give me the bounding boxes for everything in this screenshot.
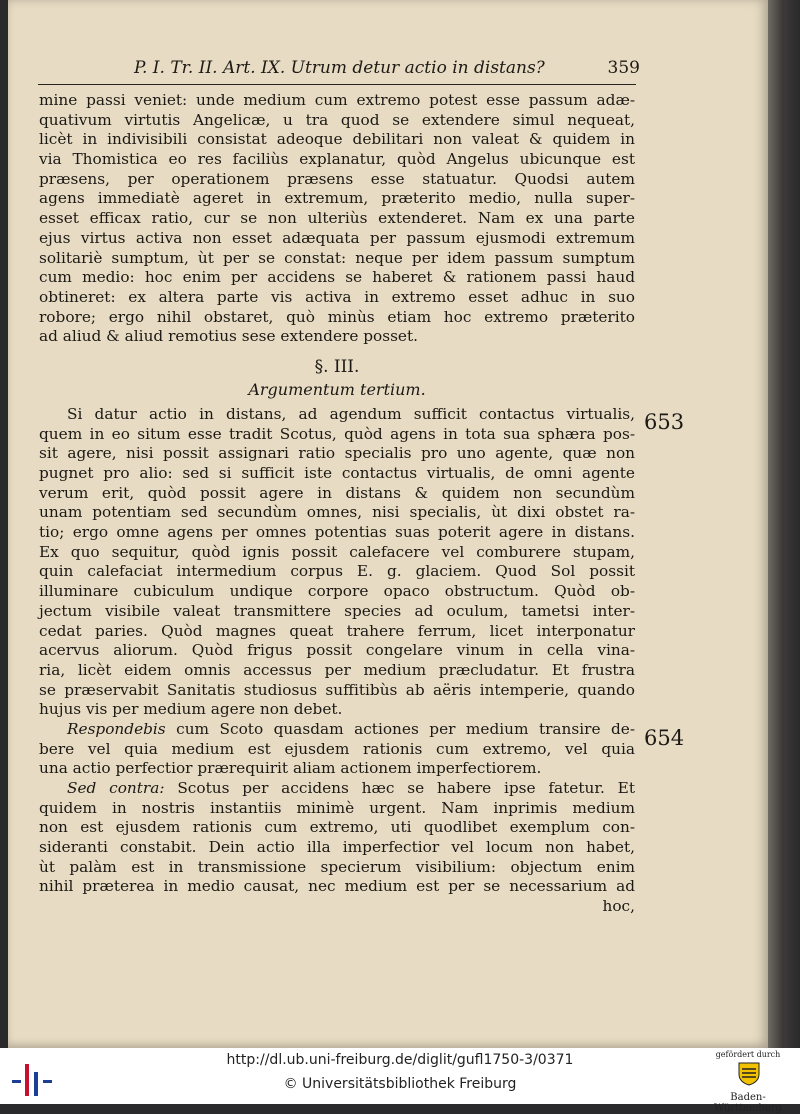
copyright-notice: © Universitätsbibliothek Freiburg bbox=[283, 1076, 517, 1092]
text-line: esset efficax ratio, cur se non ulteriùs extenderet. Nam ex una parte bbox=[39, 209, 635, 228]
text-line: agens immediatè ageret in extremum, præterito medio, nulla super- bbox=[39, 189, 635, 208]
text-line: robore; ergo nihil obstaret, quò minùs etiam hoc extremo præterito bbox=[39, 307, 635, 326]
text-line: sit agere, nisi possit assignari ratio specialis pro uno agente, quæ non bbox=[39, 444, 635, 463]
paragraph-2 bbox=[39, 405, 635, 720]
text-line: bere vel quia medium est ejusdem rationis cum extremo, vel quia bbox=[39, 739, 635, 758]
running-title: P. I. Tr. II. Art. IX. Utrum detur actio in distans? bbox=[134, 58, 545, 78]
text-line: cedat paries. Quòd magnes queat trahere ferrum, licet interponatur bbox=[39, 621, 635, 640]
text-line: ad aliud & aliud remotius sese extendere posset. bbox=[39, 327, 418, 346]
paragraph-3 bbox=[39, 720, 635, 779]
text-line: non est ejusdem rationis cum extremo, uti quodlibet exemplum con- bbox=[39, 818, 635, 837]
text-line: Si datur actio in distans, ad agendum sufficit contactus virtualis, bbox=[67, 404, 635, 423]
page-edge-shadow bbox=[768, 0, 800, 1048]
section-subtitle: Argumentum tertium. bbox=[248, 379, 426, 399]
text-line: sideranti constabit. Dein actio illa imperfectior vel locum non habet, bbox=[39, 838, 635, 857]
text-line bbox=[39, 720, 635, 740]
margin-number-653: 653 bbox=[644, 410, 685, 434]
text-line: præsens, per operationem præsens esse statuatur. Quodsi autem bbox=[39, 169, 635, 188]
text-line: nihil præterea in medio causat, nec medium est per se necessarium ad bbox=[39, 877, 635, 896]
text-line: se præservabit Sanitatis studiosus suffitibùs ab aëris intemperie, quando bbox=[39, 680, 635, 699]
text-line: illuminare cubiculum undique corpore opaco obstructum. Quòd ob- bbox=[39, 582, 635, 601]
sed-contra-label: Sed contra: bbox=[67, 779, 165, 797]
sponsor-name: Baden-Württemberg bbox=[713, 1092, 783, 1114]
text-line: ejus virtus activa non esset adæquata per passum ejusmodi extremum bbox=[39, 228, 635, 247]
text-line: cum medio: hoc enim per accidens se haberet & rationem passi haud bbox=[39, 268, 635, 287]
text-line: acervus aliorum. Quòd frigus possit congelare vinum in cella vina- bbox=[39, 641, 635, 660]
sponsor-label: gefördert durch bbox=[715, 1050, 781, 1059]
text-line: ria, licèt eidem omnis accessus per medium præcludatur. Et frustra bbox=[39, 660, 635, 679]
text-line: verum erit, quòd possit agere in distans & quidem non secundùm bbox=[39, 483, 635, 502]
text-line: ùt palàm est in transmissione specierum visibilium: objectum enim bbox=[39, 857, 635, 876]
catchword: hoc, bbox=[602, 897, 635, 916]
text-line bbox=[39, 779, 635, 799]
baden-wuerttemberg-logo bbox=[700, 1050, 796, 1114]
text-line: quem in eo situm esse tradit Scotus, quòd agens in tota sua sphæra pos- bbox=[39, 424, 635, 443]
text-line: mine passi veniet: unde medium cum extremo potest esse passum adæ- bbox=[39, 91, 635, 109]
running-header bbox=[134, 58, 640, 84]
ub-freiburg-logo-icon bbox=[12, 1058, 52, 1098]
viewer-footer bbox=[0, 1048, 800, 1104]
text-line: una actio perfectior prærequirit aliam actionem imperfectiorem. bbox=[39, 759, 542, 778]
header-rule bbox=[38, 84, 636, 85]
text-line: pugnet pro alio: sed si sufficit iste contactus virtualis, de omni agente bbox=[39, 464, 635, 482]
text-line: via Thomistica eo res faciliùs explanatur, quòd Angelus ubicunque est bbox=[39, 150, 635, 169]
page-body bbox=[39, 91, 635, 917]
paragraph-4 bbox=[39, 779, 635, 917]
section-heading: §. III. bbox=[314, 356, 360, 377]
text-line: obtineret: ex altera parte vis activa in extremo esset adhuc in suo bbox=[39, 287, 635, 306]
coat-of-arms-icon bbox=[738, 1062, 760, 1086]
text-line: quin calefaciat intermedium corpus E. g. glaciem. Quod Sol possit bbox=[39, 562, 635, 581]
text-line: hujus vis per medium agere non debet. bbox=[39, 700, 343, 719]
page-number: 359 bbox=[607, 58, 640, 78]
paragraph-1 bbox=[39, 91, 635, 347]
book-page bbox=[8, 0, 768, 1048]
text-line: jectum visibile valeat transmittere species ad oculum, tametsi inter- bbox=[39, 601, 635, 620]
text-line: Ex quo sequitur, quòd ignis possit calefacere vel comburere stupam, bbox=[39, 542, 635, 561]
permalink-url[interactable]: http://dl.ub.uni-freiburg.de/diglit/gufl1750-3/0371 bbox=[226, 1052, 574, 1068]
text-line: licèt in indivisibili consistat adeoque debilitari non valeat & quidem in bbox=[39, 130, 635, 149]
margin-number-654: 654 bbox=[644, 726, 685, 750]
text-line: quidem in nostris instantiis minimè urgent. Nam inprimis medium bbox=[39, 798, 635, 817]
text-fragment: Scotus per accidens hæc se habere ipse fatetur. Et bbox=[177, 779, 635, 797]
text-fragment: cum Scoto quasdam actiones per medium transire de- bbox=[176, 719, 635, 738]
respondebis-label: Respondebis bbox=[67, 719, 166, 738]
text-line: solitariè sumptum, ùt per se constat: neque per idem passum sumptum bbox=[39, 248, 635, 267]
text-line: tio; ergo omne agens per omnes potentias suas poterit agere in distans. bbox=[39, 523, 635, 542]
text-line: quativum virtutis Angelicæ, u tra quod se extendere simul nequeat, bbox=[39, 110, 635, 129]
text-line: unam potentiam sed secundùm omnes, nisi specialis, ùt dixi obstet ra- bbox=[39, 503, 635, 522]
